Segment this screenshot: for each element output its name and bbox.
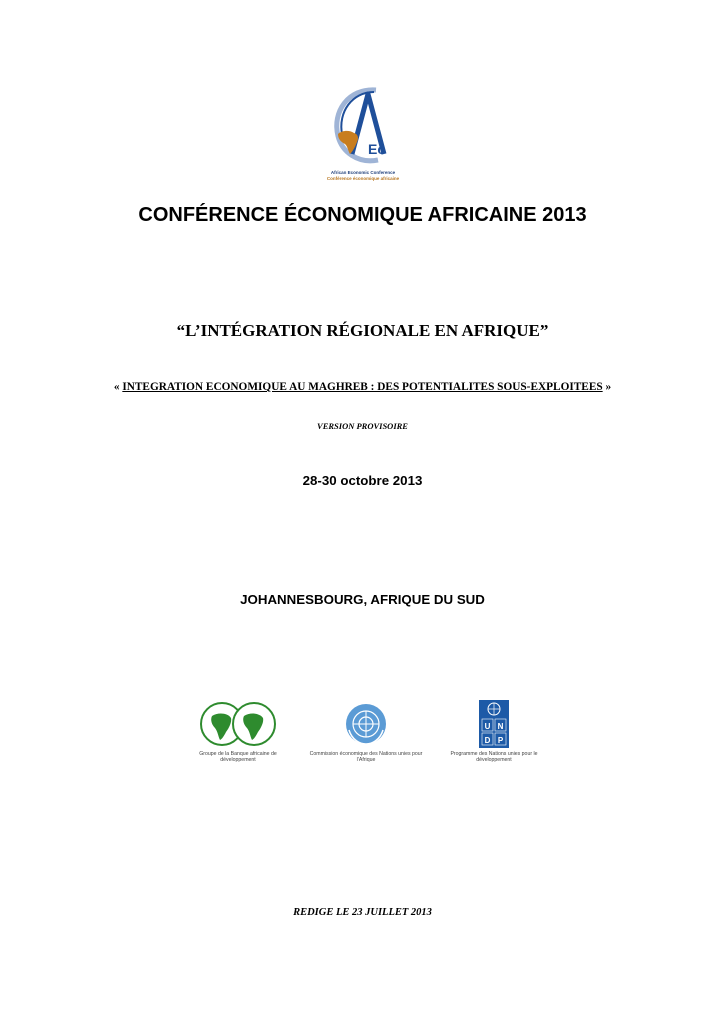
partner-caption: Groupe de la Banque africaine de développement bbox=[199, 751, 277, 764]
undp-letter: U bbox=[484, 722, 491, 731]
aec-name-fr: Conférence économique africaine bbox=[326, 175, 400, 181]
version-label: VERSION PROVISOIRE bbox=[317, 421, 408, 431]
afdb-logo-icon bbox=[198, 700, 278, 748]
subtitle-close-quote: » bbox=[602, 381, 612, 393]
conference-dates: 28-30 octobre 2013 bbox=[302, 473, 423, 488]
partner-undp bbox=[437, 700, 551, 763]
drafted-date: REDIGE LE 23 JUILLET 2013 bbox=[293, 907, 432, 918]
svg-text:Ec: Ec bbox=[368, 141, 386, 157]
paper-subtitle bbox=[0, 381, 725, 393]
aec-logo-icon bbox=[328, 84, 398, 168]
subtitle-open-quote: « bbox=[113, 381, 123, 393]
undp-logo-icon bbox=[479, 700, 509, 748]
undp-letter: P bbox=[497, 736, 504, 745]
partner-caption: Programme des Nations unies pour le développement bbox=[450, 751, 538, 764]
conference-theme: “L’INTÉGRATION RÉGIONALE EN AFRIQUE” bbox=[176, 321, 549, 340]
partner-afdb bbox=[186, 700, 290, 763]
aec-logo-caption bbox=[318, 170, 408, 181]
aec-logo bbox=[318, 84, 408, 188]
partner-caption: Commission économique des Nations unies pour l’Afrique bbox=[309, 751, 423, 764]
page-title: CONFÉRENCE ÉCONOMIQUE AFRICAINE 2013 bbox=[138, 204, 587, 226]
subtitle-text: INTEGRATION ECONOMIQUE AU MAGHREB : DES POTENTIALITES SOUS-EXPLOITEES bbox=[122, 381, 603, 393]
partner-eca bbox=[307, 700, 425, 763]
undp-letter: N bbox=[497, 722, 504, 731]
undp-letter: D bbox=[484, 736, 491, 745]
aec-name-en: African Economic Conference bbox=[330, 170, 396, 175]
un-emblem-icon bbox=[340, 700, 392, 748]
conference-location: JOHANNESBOURG, AFRIQUE DU SUD bbox=[240, 592, 485, 607]
